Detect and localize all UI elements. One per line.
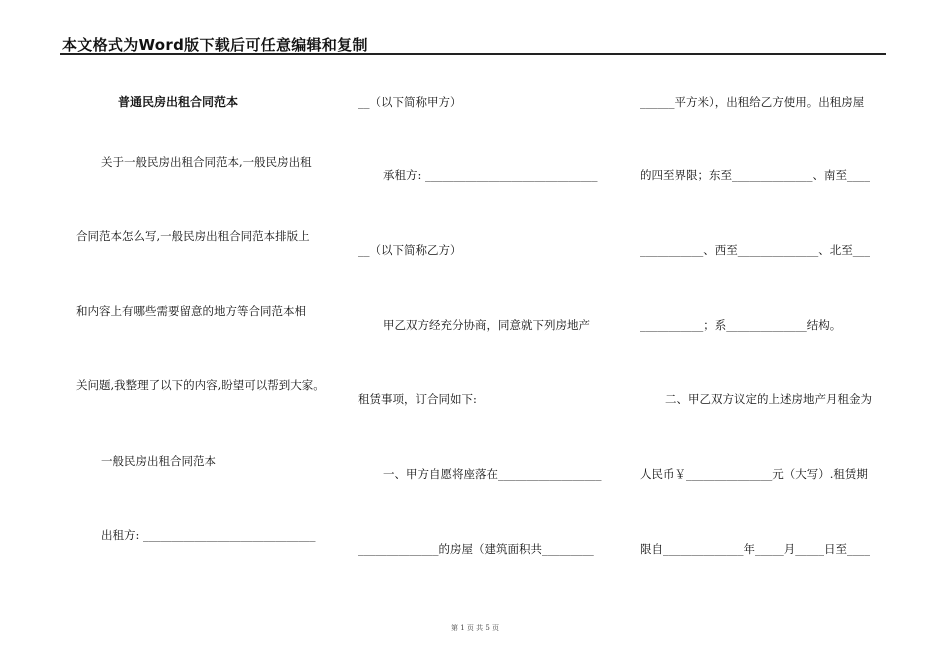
section-heading: 一般民房出租合同范本 — [101, 454, 216, 468]
paragraph-line: 的四至界限；东至______________、南至____ — [640, 168, 870, 182]
paragraph-line: 人民币￥_______________元（大写）.租赁期 — [640, 467, 868, 481]
column-1 — [76, 0, 336, 672]
paragraph-line: ______________的房屋（建筑面积共_________ — [358, 542, 594, 556]
paragraph-line: __（以下简称乙方） — [358, 243, 462, 257]
paragraph-line: __（以下简称甲方） — [358, 95, 462, 109]
document-title: 普通民房出租合同范本 — [118, 95, 239, 109]
lessee-field: 承租方: ______________________________ — [383, 168, 598, 182]
paragraph-line: 限自______________年_____月_____日至____ — [640, 542, 870, 556]
paragraph-line: ___________；系______________结构。 — [640, 318, 842, 332]
paragraph-line: 和内容上有哪些需要留意的地方等合同范本相 — [76, 304, 306, 318]
paragraph-line: 一、甲方自愿将座落在__________________ — [383, 467, 602, 481]
paragraph-line: 合同范本怎么写,一般民房出租合同范本排版上 — [76, 229, 310, 243]
column-2 — [358, 0, 608, 672]
paragraph-line: 租赁事项，订合同如下: — [358, 392, 477, 406]
page-indicator: 第 1 页 共 5 页 — [450, 624, 500, 632]
paragraph-line: ___________、西至______________、北至___ — [640, 243, 870, 257]
paragraph-line: 甲乙双方经充分协商，同意就下列房地产 — [383, 318, 590, 332]
paragraph-line: ______平方米），出租给乙方使用。出租房屋 — [640, 95, 865, 109]
paragraph-line: 关问题,我整理了以下的内容,盼望可以帮到大家。 — [76, 378, 325, 392]
document-header-banner: 本文格式为Word版下载后可任意编辑和复制 — [62, 36, 368, 54]
lessor-field: 出租方: ______________________________ — [101, 528, 316, 542]
column-3 — [640, 0, 890, 672]
paragraph-line: 关于一般民房出租合同范本,一般民房出租 — [101, 155, 312, 169]
paragraph-line: 二、甲乙双方议定的上述房地产月租金为 — [665, 392, 872, 406]
